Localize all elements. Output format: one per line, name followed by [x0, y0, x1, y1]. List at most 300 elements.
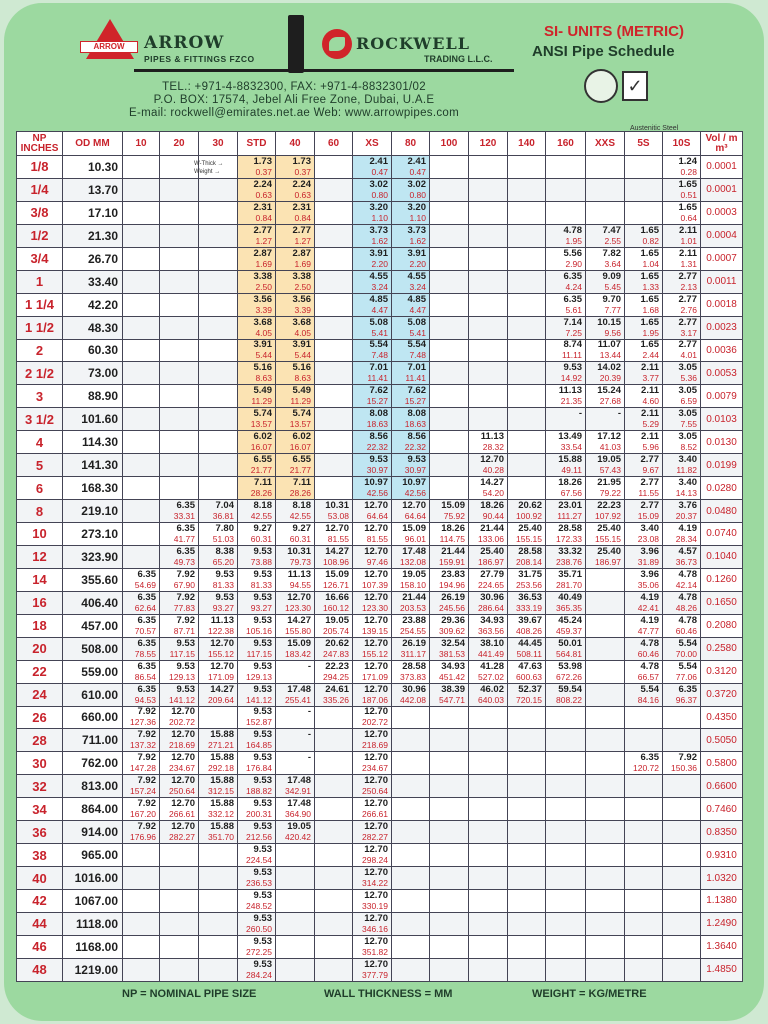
wall-thickness: 23.88 — [402, 614, 426, 626]
schedule-cell — [353, 385, 392, 408]
table-row — [17, 706, 743, 729]
wall-thickness: 12.70 — [171, 821, 195, 833]
weight-per-metre: 96.37 — [675, 694, 697, 705]
schedule-cell — [392, 431, 430, 454]
weight-per-metre: 600.63 — [516, 671, 542, 682]
wall-thickness: 19.05 — [287, 821, 311, 833]
weight-per-metre — [276, 740, 311, 750]
schedule-cell — [430, 844, 469, 867]
schedule-cell — [123, 706, 160, 729]
weight-per-metre: 11.41 — [405, 373, 426, 384]
wall-thickness: 5.54 — [369, 339, 388, 351]
wall-thickness: 17.48 — [402, 545, 426, 557]
weight-per-metre: 60.46 — [637, 648, 659, 659]
volume-cell: 0.2580 — [701, 637, 743, 660]
weight-per-metre: 79.22 — [599, 488, 621, 499]
wall-thickness: 15.88 — [210, 798, 234, 810]
weight-per-metre: 0.51 — [680, 189, 697, 200]
table-row — [17, 912, 743, 935]
schedule-cell — [199, 683, 238, 706]
schedule-cell — [392, 844, 430, 867]
schedule-cell — [353, 591, 392, 614]
outer-diameter-cell: 914.00 — [63, 821, 123, 844]
schedule-cell — [508, 614, 546, 637]
column-header: 40 — [276, 132, 315, 156]
weight-per-metre: 53.08 — [327, 511, 349, 522]
wall-thickness: 15.09 — [402, 522, 426, 534]
wall-thickness: 28.58 — [402, 660, 426, 672]
wall-thickness: 8.56 — [369, 431, 388, 443]
weight-per-metre: 245.56 — [439, 602, 465, 613]
schedule-cell — [315, 431, 353, 454]
schedule-cell — [625, 500, 663, 523]
schedule-cell — [546, 408, 586, 431]
weight-per-metre: 212.56 — [246, 832, 272, 843]
wall-thickness: 12.70 — [364, 522, 388, 534]
schedule-cell — [123, 408, 160, 431]
schedule-cell — [276, 867, 315, 890]
wall-thickness: 9.53 — [253, 844, 272, 856]
schedule-cell — [586, 454, 625, 477]
weight-per-metre: 0.47 — [371, 166, 388, 177]
wall-thickness: 5.16 — [253, 362, 272, 374]
schedule-cell — [160, 247, 199, 270]
outer-diameter-cell: 660.00 — [63, 706, 123, 729]
schedule-cell — [238, 729, 276, 752]
outer-diameter-cell: 762.00 — [63, 752, 123, 775]
schedule-cell — [238, 637, 276, 660]
wall-thickness: 1.65 — [640, 224, 659, 236]
weight-per-metre: 2.55 — [604, 235, 621, 246]
weight-per-metre: 41.03 — [599, 442, 621, 453]
weight-per-metre: 40.28 — [482, 465, 504, 476]
wall-thickness: 12.70 — [171, 752, 195, 764]
schedule-cell — [625, 477, 663, 500]
weight-per-metre: 164.85 — [246, 740, 272, 751]
wall-thickness: 1.24 — [678, 155, 697, 167]
wall-thickness: 44.45 — [518, 637, 542, 649]
schedule-cell — [123, 293, 160, 316]
wall-thickness: 15.88 — [210, 821, 234, 833]
schedule-cell — [625, 683, 663, 706]
column-header: 20 — [160, 132, 199, 156]
header — [4, 3, 764, 123]
weight-per-metre: 141.12 — [246, 694, 272, 705]
wall-thickness: 12.70 — [364, 775, 388, 787]
wall-thickness: 7.14 — [563, 316, 582, 328]
wall-thickness: 12.70 — [325, 522, 349, 534]
schedule-cell — [353, 890, 392, 913]
weight-per-metre: 224.65 — [478, 579, 504, 590]
schedule-cell — [315, 614, 353, 637]
schedule-cell — [199, 660, 238, 683]
schedule-cell — [238, 270, 276, 293]
schedule-cell — [625, 316, 663, 339]
schedule-cell — [199, 270, 238, 293]
schedule-cell — [469, 958, 508, 981]
schedule-cell — [508, 752, 546, 775]
wall-thickness: 1.65 — [678, 201, 697, 213]
schedule-cell — [469, 890, 508, 913]
schedule-cell — [160, 844, 199, 867]
wall-thickness: 18.26 — [441, 522, 465, 534]
wall-thickness: 2.31 — [292, 201, 311, 213]
schedule-cell — [353, 683, 392, 706]
wall-thickness: 28.58 — [518, 545, 542, 557]
schedule-cell — [663, 454, 701, 477]
outer-diameter-cell: 168.30 — [63, 477, 123, 500]
wall-thickness: - — [307, 729, 311, 741]
outer-diameter-cell: 219.10 — [63, 500, 123, 523]
schedule-cell — [546, 729, 586, 752]
schedule-cell — [392, 201, 430, 224]
nominal-size-cell: 2 — [17, 339, 63, 362]
schedule-cell — [123, 431, 160, 454]
wall-thickness: 9.27 — [253, 522, 272, 534]
schedule-cell — [160, 201, 199, 224]
weight-per-metre: 5.44 — [294, 350, 311, 361]
schedule-cell — [625, 637, 663, 660]
schedule-cell — [123, 729, 160, 752]
table-row — [17, 500, 743, 523]
schedule-cell — [663, 591, 701, 614]
table-row — [17, 683, 743, 706]
table-row — [17, 178, 743, 201]
wall-thickness: 3.91 — [292, 339, 311, 351]
volume-cell: 0.0053 — [701, 362, 743, 385]
schedule-cell — [123, 316, 160, 339]
nominal-size-cell: 3/4 — [17, 247, 63, 270]
weight-per-metre: 208.14 — [516, 556, 542, 567]
wall-thickness: 14.27 — [480, 477, 504, 489]
weight-per-metre: 4.05 — [294, 327, 311, 338]
wall-thickness: 3.02 — [407, 178, 426, 190]
column-header: XS — [353, 132, 392, 156]
wall-thickness: 7.01 — [369, 362, 388, 374]
schedule-cell — [392, 958, 430, 981]
wall-thickness: 6.35 — [176, 500, 195, 512]
schedule-cell — [199, 247, 238, 270]
weight-per-metre: 2.13 — [680, 281, 697, 292]
weight-per-metre: 65.20 — [212, 556, 234, 567]
wall-thickness: 9.53 — [253, 591, 272, 603]
schedule-cell — [663, 706, 701, 729]
schedule-cell — [546, 821, 586, 844]
schedule-cell — [123, 821, 160, 844]
weight-per-metre: 7.48 — [371, 350, 388, 361]
weight-per-metre: 218.69 — [362, 740, 388, 751]
wall-thickness: 2.11 — [641, 362, 659, 374]
schedule-cell — [315, 316, 353, 339]
schedule-cell — [123, 958, 160, 981]
weight-per-metre: 7.77 — [604, 304, 621, 315]
wall-thickness: 4.55 — [407, 270, 426, 282]
schedule-cell — [430, 454, 469, 477]
wall-thickness: 9.53 — [176, 683, 195, 695]
weight-per-metre: 250.64 — [362, 786, 388, 797]
wall-thickness: 50.01 — [558, 637, 582, 649]
weight-per-metre: 3.17 — [680, 327, 697, 338]
schedule-cell — [238, 454, 276, 477]
schedule-cell — [238, 890, 276, 913]
wall-thickness: 12.70 — [364, 752, 388, 764]
outer-diameter-cell: 864.00 — [63, 798, 123, 821]
schedule-cell — [508, 912, 546, 935]
wall-thickness: 2.77 — [640, 477, 659, 489]
wall-thickness: 7.01 — [407, 362, 426, 374]
column-header: 5S — [625, 132, 663, 156]
weight-per-metre: 155.12 — [208, 648, 234, 659]
weight-per-metre: 1.04 — [642, 258, 659, 269]
table-row — [17, 385, 743, 408]
table-row — [17, 614, 743, 637]
schedule-cell — [315, 752, 353, 775]
weight-per-metre: 93.27 — [212, 602, 234, 613]
wall-thickness: 12.70 — [364, 912, 388, 924]
schedule-cell — [353, 224, 392, 247]
wall-thickness: 3.73 — [407, 224, 426, 236]
schedule-cell — [663, 890, 701, 913]
weight-per-metre: 81.33 — [212, 579, 234, 590]
wall-thickness: - — [617, 408, 621, 420]
weight-per-metre: 209.64 — [208, 694, 234, 705]
schedule-cell — [315, 729, 353, 752]
wall-thickness: 27.79 — [480, 568, 504, 580]
wall-thickness: 7.92 — [137, 821, 156, 833]
schedule-cell — [238, 178, 276, 201]
wall-thickness: 10.31 — [325, 500, 349, 512]
schedule-cell — [625, 821, 663, 844]
schedule-cell — [546, 270, 586, 293]
volume-cell: 0.3120 — [701, 660, 743, 683]
weight-per-metre: 108.96 — [323, 556, 349, 567]
weight-per-metre: 129.13 — [246, 671, 272, 682]
weight-per-metre: 127.36 — [130, 717, 156, 728]
schedule-cell — [430, 752, 469, 775]
schedule-cell — [315, 935, 353, 958]
wall-thickness: 4.19 — [678, 522, 697, 534]
wall-thickness: 13.49 — [558, 431, 582, 443]
weight-per-metre: 2.50 — [294, 281, 311, 292]
weight-per-metre: 3.24 — [409, 281, 426, 292]
weight-per-metre: 282.27 — [169, 832, 195, 843]
schedule-cell — [469, 775, 508, 798]
outer-diameter-cell: 813.00 — [63, 775, 123, 798]
weight-per-metre: 123.30 — [285, 602, 311, 613]
schedule-cell — [123, 798, 160, 821]
wall-thickness: 19.05 — [402, 568, 426, 580]
schedule-cell — [663, 224, 701, 247]
schedule-cell — [625, 867, 663, 890]
wall-thickness: 52.37 — [518, 683, 542, 695]
schedule-cell — [392, 178, 430, 201]
schedule-cell — [625, 844, 663, 867]
weight-per-metre: 281.70 — [556, 579, 582, 590]
wall-thickness: 15.88 — [210, 752, 234, 764]
wall-thickness: 7.80 — [215, 522, 234, 534]
schedule-cell — [586, 591, 625, 614]
weight-per-metre: 248.52 — [246, 900, 272, 911]
weight-per-metre: 35.06 — [637, 579, 659, 590]
schedule-cell — [160, 637, 199, 660]
weight-per-metre: 335.26 — [323, 694, 349, 705]
wall-thickness: 15.09 — [325, 568, 349, 580]
wall-thickness: 12.70 — [480, 454, 504, 466]
schedule-cell — [238, 867, 276, 890]
schedule-cell — [586, 844, 625, 867]
nominal-size-cell: 1 1/4 — [17, 293, 63, 316]
wall-thickness: 14.27 — [325, 545, 349, 557]
wall-thickness: 5.54 — [678, 660, 697, 672]
volume-cell: 0.0007 — [701, 247, 743, 270]
schedule-cell — [546, 454, 586, 477]
schedule-cell — [392, 935, 430, 958]
schedule-cell — [353, 454, 392, 477]
wall-thickness: 2.77 — [678, 339, 697, 351]
certification-seal-icon — [584, 69, 618, 103]
column-header: Vol / m m³ — [701, 132, 743, 156]
wall-thickness: 3.76 — [678, 500, 697, 512]
weight-per-metre: 442.08 — [400, 694, 426, 705]
nominal-size-cell: 46 — [17, 935, 63, 958]
schedule-cell — [508, 867, 546, 890]
wall-thickness: 1.65 — [678, 178, 697, 190]
wall-thickness: 9.53 — [253, 706, 272, 718]
wall-thickness: 36.53 — [518, 591, 542, 603]
weight-per-metre: 205.74 — [323, 625, 349, 636]
volume-cell: 0.9310 — [701, 844, 743, 867]
schedule-cell — [508, 683, 546, 706]
table-row — [17, 408, 743, 431]
schedule-cell — [123, 247, 160, 270]
wall-thickness: 7.62 — [369, 385, 388, 397]
weight-per-metre: 75.92 — [443, 511, 465, 522]
nominal-size-cell: 12 — [17, 545, 63, 568]
schedule-cell — [508, 270, 546, 293]
schedule-cell — [392, 270, 430, 293]
weight-per-metre: 234.67 — [362, 763, 388, 774]
schedule-cell — [546, 798, 586, 821]
wall-thickness: 9.09 — [602, 270, 621, 282]
weight-per-metre: 133.06 — [478, 533, 504, 544]
wall-thickness: 12.70 — [364, 500, 388, 512]
schedule-cell — [586, 912, 625, 935]
weight-per-metre: 70.57 — [134, 625, 156, 636]
weight-per-metre: 87.71 — [173, 625, 195, 636]
weight-per-metre: 8.63 — [255, 373, 272, 384]
volume-cell: 0.5050 — [701, 729, 743, 752]
schedule-cell — [586, 798, 625, 821]
schedule-cell — [199, 890, 238, 913]
weight-per-metre: 186.97 — [595, 556, 621, 567]
table-row — [17, 201, 743, 224]
weight-per-metre: 294.25 — [323, 671, 349, 682]
schedule-cell — [586, 729, 625, 752]
weight-per-metre: 9.67 — [642, 465, 659, 476]
weight-per-metre: 122.38 — [208, 625, 234, 636]
table-row — [17, 958, 743, 981]
weight-per-metre: 15.09 — [637, 511, 659, 522]
wall-thickness: 2.87 — [292, 247, 311, 259]
wall-thickness: 1.73 — [253, 155, 272, 167]
schedule-cell — [392, 867, 430, 890]
pipe-schedule-sheet — [4, 3, 764, 1021]
schedule-cell — [199, 362, 238, 385]
schedule-cell — [199, 958, 238, 981]
weight-per-metre: 194.96 — [439, 579, 465, 590]
volume-cell: 0.1040 — [701, 545, 743, 568]
schedule-cell — [160, 935, 199, 958]
wall-thickness: 12.70 — [364, 821, 388, 833]
wall-thickness: 2.41 — [369, 155, 388, 167]
wall-thickness: 16.66 — [325, 591, 349, 603]
schedule-cell — [315, 568, 353, 591]
schedule-cell — [586, 270, 625, 293]
wall-thickness: 2.77 — [678, 270, 697, 282]
schedule-cell — [123, 752, 160, 775]
wall-thickness: 2.77 — [292, 224, 311, 236]
weight-per-metre: 0.82 — [642, 235, 659, 246]
schedule-cell — [276, 821, 315, 844]
wall-thickness: 12.70 — [364, 867, 388, 879]
weight-per-metre: 42.56 — [404, 488, 426, 499]
weight-per-metre: 451.42 — [439, 671, 465, 682]
table-row — [17, 270, 743, 293]
weight-per-metre: 22.32 — [366, 442, 388, 453]
wall-thickness: 9.53 — [253, 614, 272, 626]
outer-diameter-cell: 610.00 — [63, 683, 123, 706]
wall-thickness: 38.10 — [480, 637, 504, 649]
column-header: 60 — [315, 132, 353, 156]
weight-per-metre: 342.91 — [285, 786, 311, 797]
wall-thickness: 9.53 — [369, 454, 388, 466]
wall-thickness: 1.65 — [640, 316, 659, 328]
wall-thickness: 7.92 — [137, 775, 156, 787]
wall-thickness: 9.53 — [253, 958, 272, 970]
wall-thickness: 4.78 — [640, 660, 659, 672]
wall-thickness: 8.56 — [407, 431, 426, 443]
schedule-cell — [123, 270, 160, 293]
schedule-cell — [353, 637, 392, 660]
weight-per-metre: 332.12 — [208, 809, 234, 820]
schedule-cell — [123, 454, 160, 477]
schedule-cell — [315, 637, 353, 660]
schedule-cell — [353, 523, 392, 546]
schedule-cell — [238, 431, 276, 454]
schedule-cell — [546, 637, 586, 660]
schedule-cell — [663, 385, 701, 408]
wall-thickness: 59.54 — [558, 683, 582, 695]
nominal-size-cell: 26 — [17, 706, 63, 729]
weight-per-metre: 4.01 — [680, 350, 697, 361]
schedule-cell — [392, 408, 430, 431]
wall-thickness: 12.70 — [287, 591, 311, 603]
schedule-cell — [160, 545, 199, 568]
schedule-cell — [508, 178, 546, 201]
schedule-cell — [625, 545, 663, 568]
schedule-cell — [199, 316, 238, 339]
wall-thickness: 2.31 — [253, 201, 272, 213]
wall-thickness: 4.85 — [369, 293, 388, 305]
column-header: STD — [238, 132, 276, 156]
schedule-cell — [586, 660, 625, 683]
nominal-size-cell: 3/8 — [17, 201, 63, 224]
wall-thickness: 9.53 — [253, 912, 272, 924]
schedule-cell — [238, 385, 276, 408]
weight-per-metre: 158.10 — [400, 579, 426, 590]
schedule-cell — [663, 201, 701, 224]
weight-per-metre: 286.64 — [478, 602, 504, 613]
